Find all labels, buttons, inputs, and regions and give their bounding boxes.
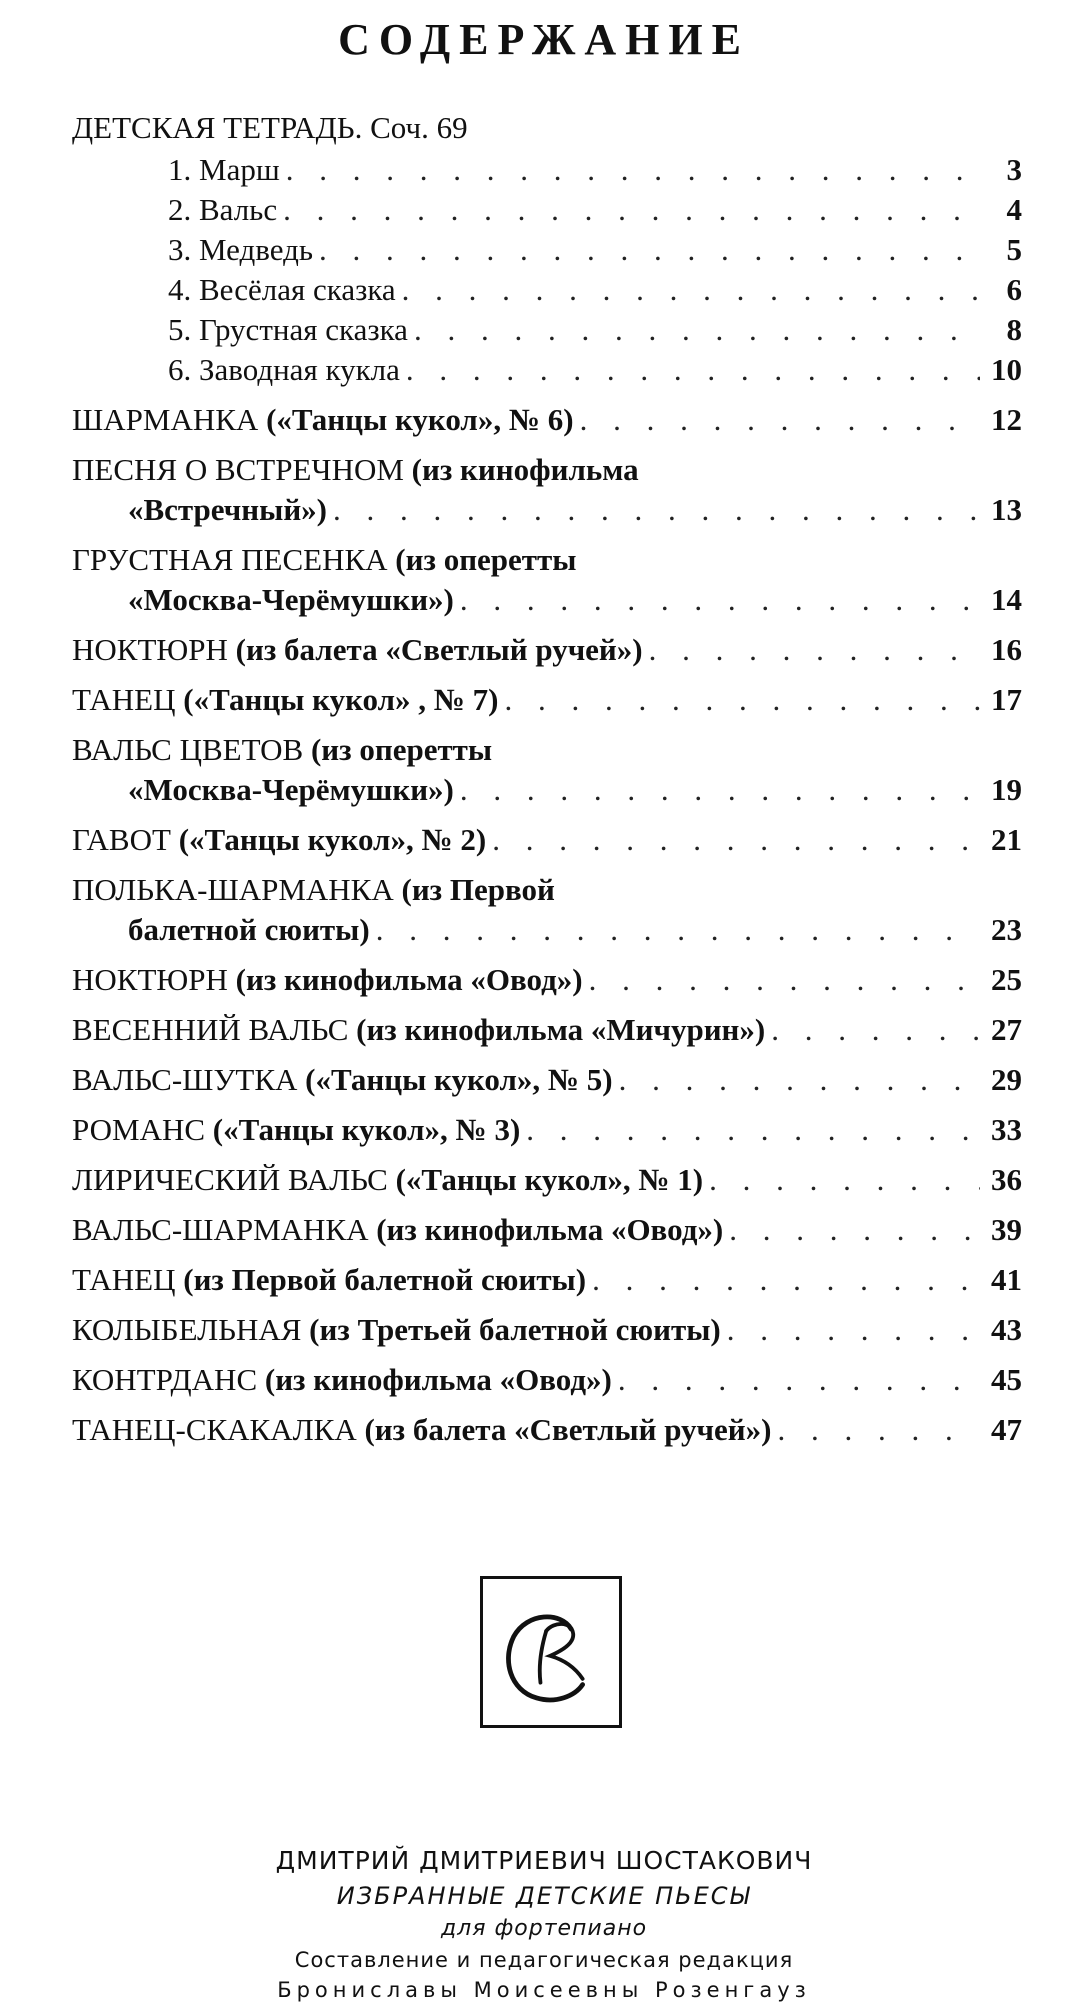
- dot-leader: [771, 1010, 980, 1050]
- entry-title: КОНТРДАНС: [72, 1362, 258, 1397]
- entry-note-continued: «Москва-Черёмушки»): [128, 582, 454, 617]
- dot-leader: [286, 150, 980, 190]
- dot-leader: [492, 820, 980, 860]
- entry-line: [72, 1010, 765, 1050]
- page-number: 16: [991, 632, 1022, 667]
- dot-leader: [333, 490, 980, 530]
- subitem-number: 2.: [168, 192, 192, 227]
- subitem-number: 3.: [168, 232, 192, 267]
- entry-note: (из кинофильма «Овод»): [264, 1362, 612, 1397]
- page-number: 21: [991, 822, 1022, 857]
- toc-entry: [72, 1360, 1022, 1400]
- page-number: 5: [1006, 232, 1022, 267]
- entry-title: ЛИРИЧЕСКИЙ ВАЛЬС: [72, 1162, 388, 1197]
- composer-name: ДМИТРИЙ ДМИТРИЕВИЧ ШОСТАКОВИЧ: [275, 1846, 813, 1875]
- toc-entry-heading: [72, 870, 1022, 910]
- entry-title: ПЕСНЯ О ВСТРЕЧНОМ: [72, 452, 404, 487]
- entry-title: ВАЛЬС ЦВЕТОВ: [72, 732, 304, 767]
- entry-note-continued: «Встречный»): [128, 492, 328, 527]
- entry-title: ГРУСТНАЯ ПЕСЕНКА: [72, 542, 388, 577]
- entry-note: (из Третьей балетной сюиты): [309, 1312, 721, 1347]
- entry-line: [72, 1410, 771, 1450]
- entry-note: (из кинофильма: [411, 452, 639, 487]
- entry-note-continued: балетной сюиты): [128, 912, 370, 947]
- page-title: СОДЕРЖАНИЕ: [338, 15, 750, 64]
- toc-entry: [72, 630, 1022, 670]
- entry-line: [72, 630, 643, 670]
- opus-title: [72, 108, 1022, 148]
- toc-entry: [72, 1410, 1022, 1450]
- toc-entry: [72, 820, 1022, 860]
- page-number: 36: [991, 1162, 1022, 1197]
- page-number: 41: [991, 1262, 1022, 1297]
- entry-line: [72, 1160, 703, 1200]
- toc-entry-continuation: [72, 910, 1022, 950]
- dot-leader: [727, 1310, 980, 1350]
- toc-subitem: [72, 350, 1022, 390]
- page-number: 14: [991, 582, 1022, 617]
- collection-title: ИЗБРАННЫЕ ДЕТСКИЕ ПЬЕСЫ: [336, 1882, 752, 1910]
- dot-leader: [777, 1410, 980, 1450]
- entry-note: («Танцы кукол», № 1): [395, 1162, 704, 1197]
- page-number: 23: [991, 912, 1022, 947]
- toc-entry: [72, 400, 1022, 440]
- dot-leader: [580, 400, 980, 440]
- subitem-name: Грустная сказка: [199, 312, 408, 347]
- dot-leader: [618, 1360, 980, 1400]
- page-number: 43: [991, 1312, 1022, 1347]
- entry-note: (из Первой балетной сюиты): [183, 1262, 587, 1297]
- entry-note: (из балета «Светлый ручей»): [364, 1412, 772, 1447]
- toc-entry: [72, 1210, 1022, 1250]
- subitem-title: [168, 310, 408, 350]
- toc-entry: [72, 1010, 1022, 1050]
- entry-note: (из балета «Светлый ручей»): [235, 632, 643, 667]
- dot-leader: [414, 310, 980, 350]
- entry-line: [72, 1260, 586, 1300]
- toc-entry: [72, 1110, 1022, 1150]
- entry-line: [72, 400, 574, 440]
- dot-leader: [649, 630, 980, 670]
- dot-leader: [526, 1110, 980, 1150]
- dot-leader: [460, 580, 980, 620]
- entry-line: [72, 1110, 520, 1150]
- dot-leader: [592, 1260, 980, 1300]
- entry-title: ГАВОТ: [72, 822, 171, 857]
- subitem-name: Заводная кукла: [199, 352, 400, 387]
- page-number: 12: [991, 402, 1022, 437]
- dot-leader: [319, 230, 980, 270]
- subitem-title: [168, 150, 280, 190]
- entry-title: ВЕСЕННИЙ ВАЛЬС: [72, 1012, 349, 1047]
- entry-line: [72, 960, 583, 1000]
- entry-note: («Танцы кукол» , № 7): [183, 682, 499, 717]
- opus-items: [72, 150, 1022, 390]
- toc-entry: [72, 680, 1022, 720]
- entry-note: (из кинофильма «Овод»): [235, 962, 583, 997]
- toc-entry: [72, 1310, 1022, 1350]
- opus-name: ДЕТСКАЯ ТЕТРАДЬ.: [72, 110, 363, 145]
- page-number: 39: [991, 1212, 1022, 1247]
- toc-subitem: [72, 230, 1022, 270]
- instrument-line: для фортепиано: [440, 1916, 648, 1941]
- page-number: 4: [1006, 192, 1022, 227]
- entry-note: («Танцы кукол», № 6): [266, 402, 574, 437]
- entry-note: («Танцы кукол», № 2): [178, 822, 487, 857]
- dot-leader: [283, 190, 980, 230]
- entry-title: ТАНЕЦ: [72, 1262, 176, 1297]
- page-number: 19: [991, 772, 1022, 807]
- toc-entry-heading: [72, 450, 1022, 490]
- subitem-number: 6.: [168, 352, 192, 387]
- entry-note: (из оперетты: [310, 732, 493, 767]
- entry-title: ВАЛЬС-ШАРМАНКА: [72, 1212, 369, 1247]
- dot-leader: [619, 1060, 980, 1100]
- dot-leader: [505, 680, 981, 720]
- toc-subitem: [72, 190, 1022, 230]
- subitem-number: 1.: [168, 152, 192, 187]
- entry-title: НОКТЮРН: [72, 632, 228, 667]
- page-number: 27: [991, 1012, 1022, 1047]
- dot-leader: [376, 910, 980, 950]
- dot-leader: [406, 350, 980, 390]
- page-number: 10: [991, 352, 1022, 387]
- entry-note-continued: «Москва-Черёмушки»): [128, 772, 454, 807]
- subitem-name: Медведь: [199, 232, 313, 267]
- entry-note: («Танцы кукол», № 3): [212, 1112, 521, 1147]
- entry-line: [72, 1310, 721, 1350]
- toc-subitem: [72, 150, 1022, 190]
- entry-title: КОЛЫБЕЛЬНАЯ: [72, 1312, 302, 1347]
- entry-note: (из оперетты: [395, 542, 577, 577]
- page-number: 6: [1006, 272, 1022, 307]
- toc-subitem: [72, 270, 1022, 310]
- toc-entry-continuation: [72, 580, 1022, 620]
- toc-entry: [72, 1260, 1022, 1300]
- subitem-title: [168, 350, 400, 390]
- toc-entry-continuation: [72, 770, 1022, 810]
- dot-leader: [589, 960, 980, 1000]
- entry-title: ПОЛЬКА-ШАРМАНКА: [72, 872, 394, 907]
- entry-title: ТАНЕЦ-СКАКАЛКА: [72, 1412, 357, 1447]
- entry-line: [72, 1060, 613, 1100]
- toc-entry: [72, 1160, 1022, 1200]
- subitem-title: [168, 230, 313, 270]
- toc-entry: [72, 960, 1022, 1000]
- dot-leader: [709, 1160, 980, 1200]
- page-number: 25: [991, 962, 1022, 997]
- entry-note: (из Первой: [401, 872, 555, 907]
- subitem-number: 5.: [168, 312, 192, 347]
- page-number: 47: [991, 1412, 1022, 1447]
- page-number: 33: [991, 1112, 1022, 1147]
- entry-note: («Танцы кукол», № 5): [305, 1062, 613, 1097]
- page-number: 17: [991, 682, 1022, 717]
- entry-line: [72, 820, 486, 860]
- entry-line: [72, 680, 499, 720]
- page-number: 29: [991, 1062, 1022, 1097]
- entry-line: [72, 1210, 723, 1250]
- table-of-contents: [72, 108, 1022, 1450]
- page-number: 45: [991, 1362, 1022, 1397]
- toc-subitem: [72, 310, 1022, 350]
- opus-number: Соч. 69: [370, 110, 468, 145]
- dot-leader: [729, 1210, 980, 1250]
- publisher-monogram-icon: [483, 1579, 619, 1725]
- entry-title: ВАЛЬС-ШУТКА: [72, 1062, 298, 1097]
- toc-entry-heading: [72, 730, 1022, 770]
- entry-line: [72, 1360, 612, 1400]
- publisher-logo: [480, 1576, 622, 1728]
- toc-entry: [72, 1060, 1022, 1100]
- subitem-title: [168, 190, 277, 230]
- subitem-name: Весёлая сказка: [199, 272, 396, 307]
- page-number: 8: [1006, 312, 1022, 347]
- entry-note: (из кинофильма «Овод»): [376, 1212, 724, 1247]
- subitem-number: 4.: [168, 272, 192, 307]
- subitem-name: Вальс: [199, 192, 278, 227]
- subitem-title: [168, 270, 396, 310]
- page-number: 13: [991, 492, 1022, 527]
- editor-name: Брониславы Моисеевны Розенгауз: [277, 1978, 811, 2002]
- toc-entries: [72, 400, 1022, 1450]
- entry-title: НОКТЮРН: [72, 962, 228, 997]
- dot-leader: [402, 270, 980, 310]
- entry-title: ШАРМАНКА: [72, 402, 259, 437]
- entry-title: ТАНЕЦ: [72, 682, 176, 717]
- editing-line: Составление и педагогическая редакция: [294, 1948, 794, 1972]
- entry-note: (из кинофильма «Мичурин»): [356, 1012, 766, 1047]
- page-number: 3: [1006, 152, 1022, 187]
- subitem-name: Марш: [199, 152, 280, 187]
- dot-leader: [460, 770, 980, 810]
- entry-title: РОМАНС: [72, 1112, 206, 1147]
- toc-entry-continuation: [72, 490, 1022, 530]
- toc-entry-heading: [72, 540, 1022, 580]
